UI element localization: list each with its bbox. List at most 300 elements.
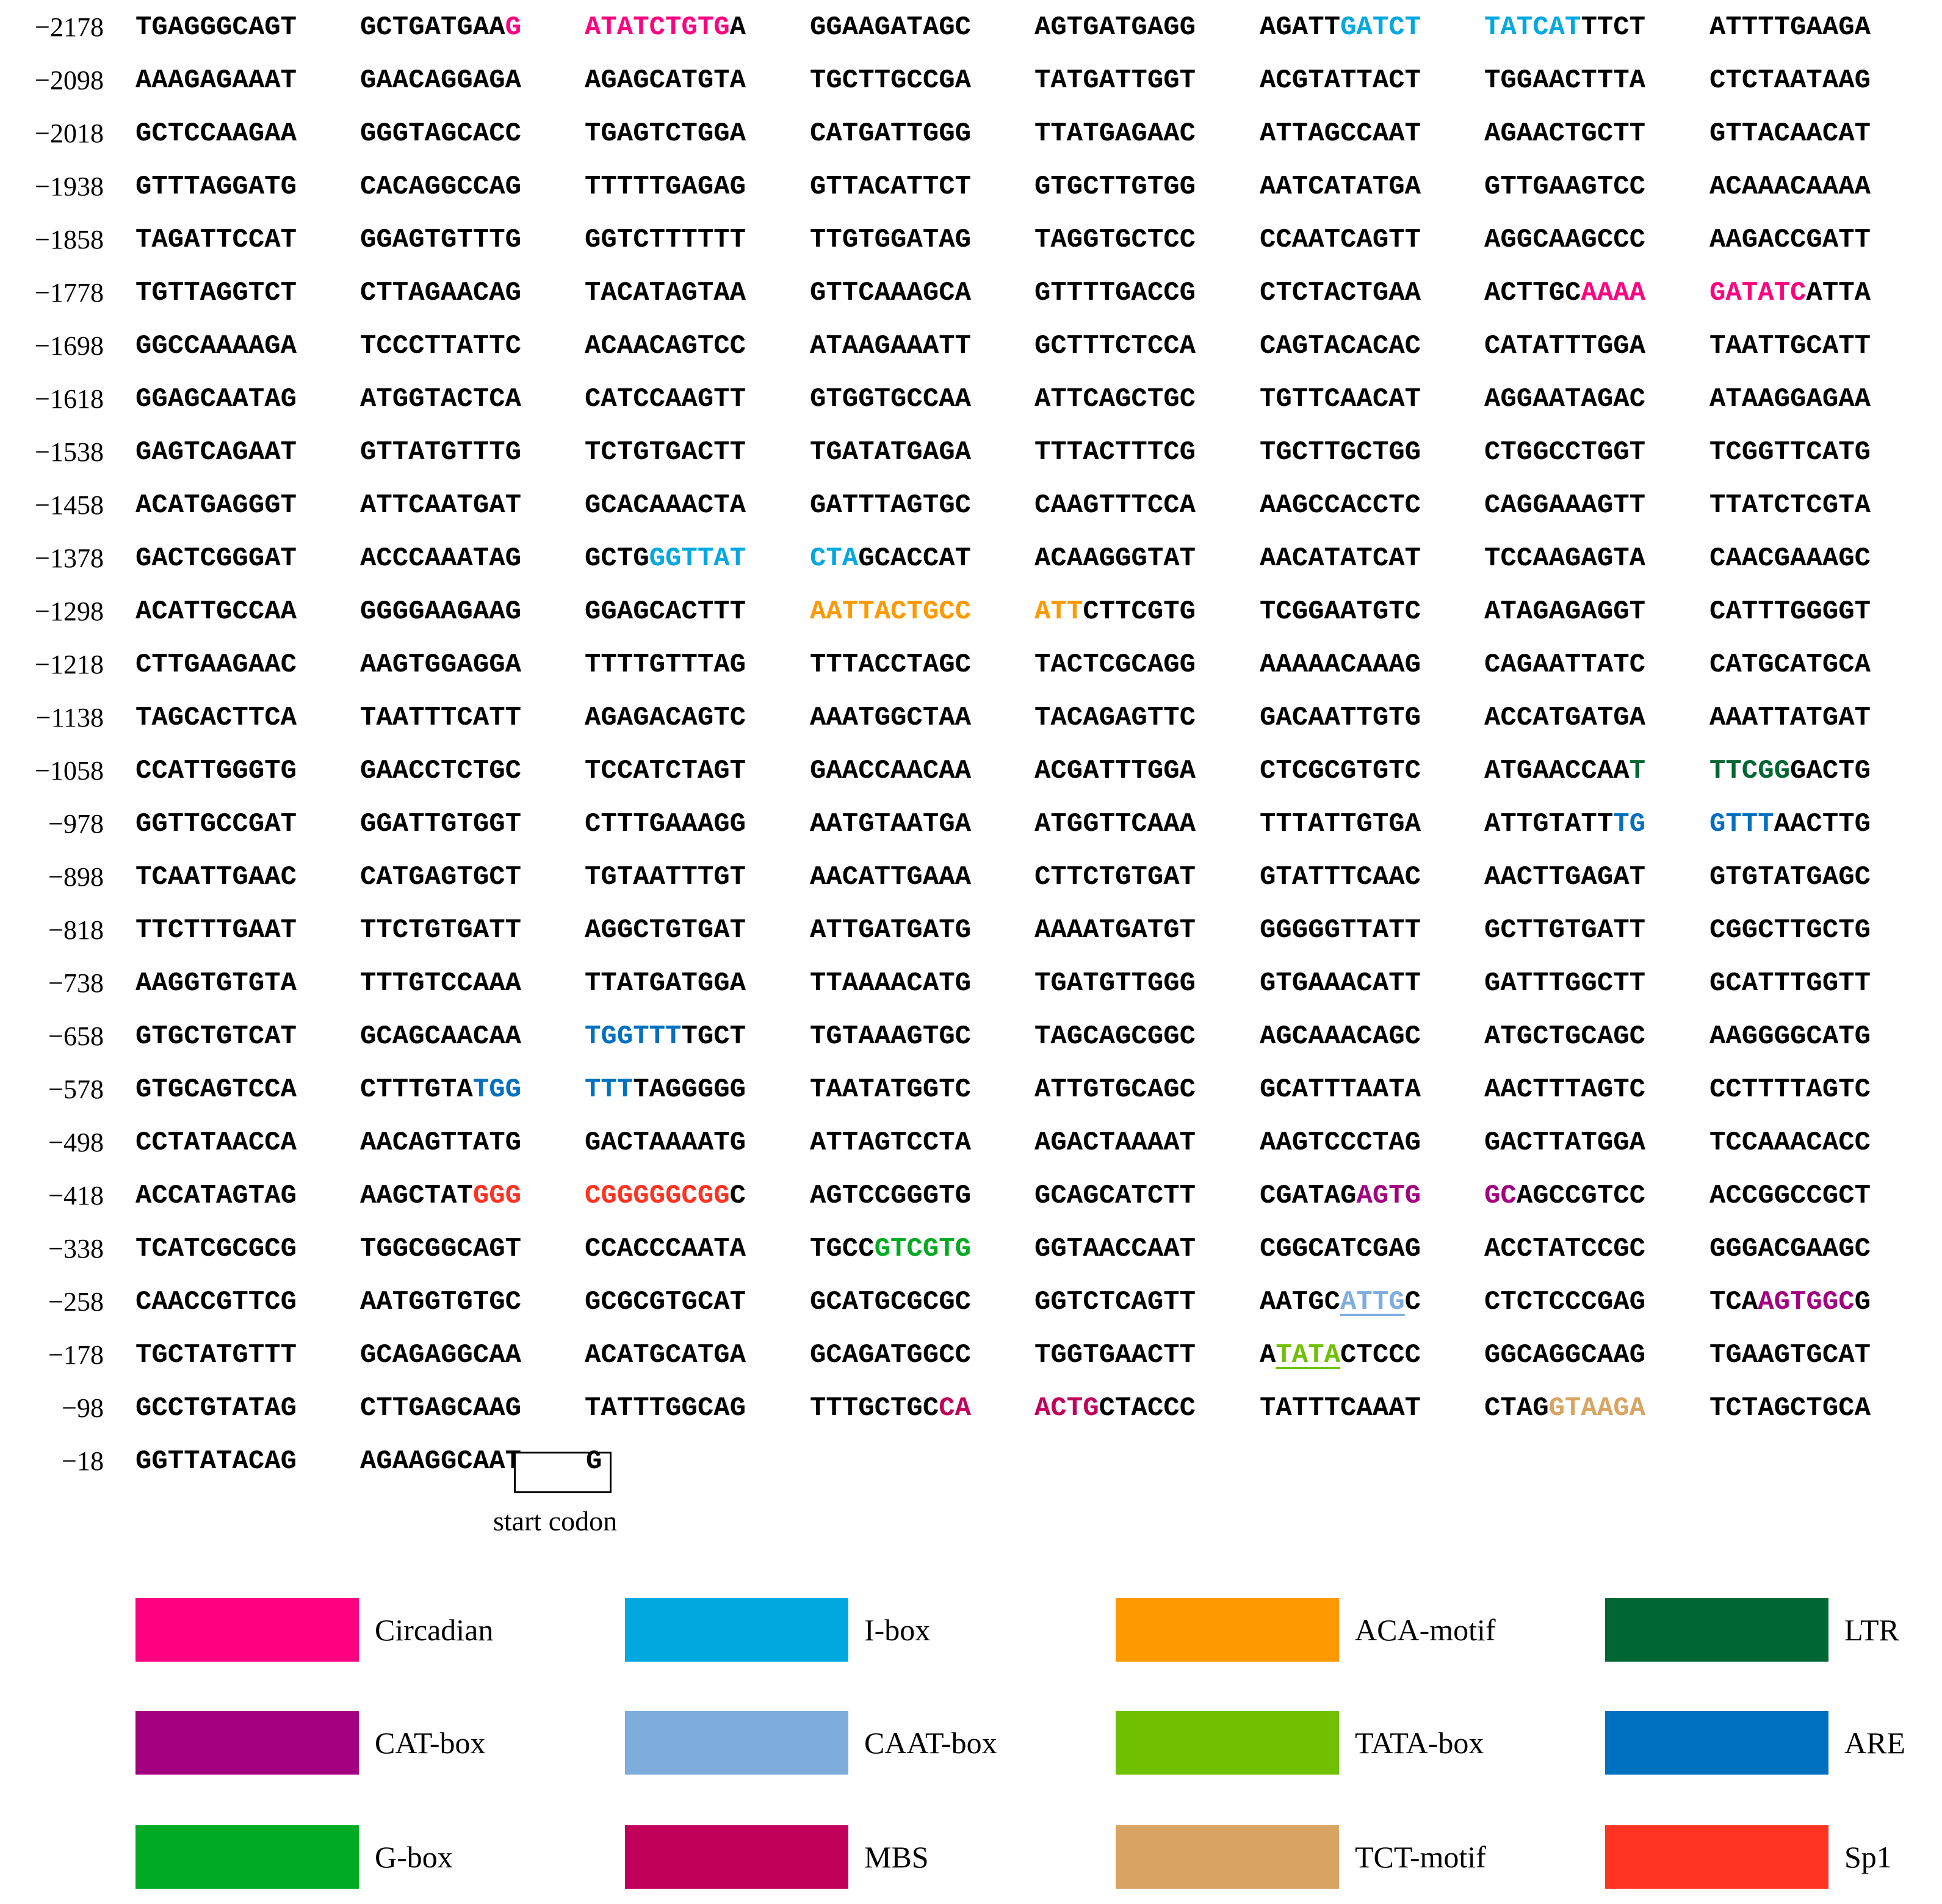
base-group: [1709, 1387, 1871, 1430]
bases: CAGAATTATC: [1484, 650, 1646, 680]
bases: GACTTATGGA: [1484, 1128, 1646, 1158]
bases: CATGCATGCA: [1709, 650, 1871, 680]
base-group: [585, 643, 746, 686]
legend-swatch: [1116, 1711, 1339, 1775]
base-group: [1034, 1334, 1196, 1377]
base-group: [360, 1228, 521, 1270]
bases: AAGGGGCATG: [1709, 1021, 1871, 1052]
legend-label: Circadian: [375, 1613, 494, 1647]
base-group: [1260, 378, 1421, 421]
bases: TACTCGCAGG: [1034, 650, 1196, 680]
base-group: [1484, 6, 1645, 49]
bases: GGGACGAAGC: [1709, 1234, 1871, 1264]
base-group: [1034, 1175, 1196, 1217]
base-group: [1709, 59, 1871, 102]
base-group: [810, 909, 971, 952]
bases: CATGATTGGG: [810, 118, 972, 149]
bases: GACAATTGTG: [1260, 703, 1421, 733]
base-group: [1034, 1228, 1196, 1270]
bases: GGGGGTTATT: [1260, 915, 1421, 946]
base-group: [1034, 750, 1196, 792]
bases: AAGTGGAGGA: [360, 650, 522, 680]
bases: C: [1404, 1287, 1421, 1317]
base-group: [1709, 431, 1871, 474]
base-group: [585, 1281, 746, 1323]
bases: AGGCAAGCCC: [1484, 225, 1646, 255]
bases: ATGGTACTCA: [360, 384, 522, 414]
motif-are: TGGTTT: [585, 1021, 682, 1052]
bases: TGCTATGTTT: [135, 1340, 297, 1370]
base-group: [1260, 750, 1421, 792]
base-group: [1034, 484, 1196, 527]
legend-swatch: [1116, 1825, 1339, 1889]
base-group: [360, 431, 521, 474]
sequence-row: [0, 1015, 1942, 1058]
base-group: [1484, 1121, 1645, 1164]
bases: AATGTAATGA: [810, 809, 972, 839]
motif-are: GTTT: [1709, 809, 1774, 839]
bases: TGGTGAACTT: [1034, 1340, 1196, 1370]
position-label: −2178: [35, 12, 104, 42]
bases: GATTTAGTGC: [810, 490, 972, 521]
bases: AACTTGAGAT: [1484, 862, 1646, 892]
bases: ACGTATTACT: [1260, 65, 1421, 96]
motif-mbs: CA: [939, 1393, 972, 1424]
base-group: [360, 272, 521, 314]
bases: GACTAAAATG: [585, 1128, 746, 1158]
bases: TTCTGTGATT: [360, 915, 522, 946]
bases: AAAATGATGT: [1034, 915, 1196, 946]
base-group: [1260, 1121, 1421, 1164]
base-group: [360, 59, 521, 102]
bases: TATGATTGGT: [1034, 65, 1196, 96]
bases: CAGTACACAC: [1260, 331, 1421, 361]
legend-item-ibox: [625, 1598, 955, 1665]
base-group: [810, 6, 971, 49]
base-group: [1484, 325, 1645, 367]
bases: GGAGTGTTTG: [360, 225, 522, 255]
base-group: [585, 272, 746, 314]
legend-item-cat: [135, 1711, 486, 1778]
sequence-row: [0, 1440, 1942, 1483]
bases: GTGCTGTCAT: [135, 1021, 297, 1052]
base-group: [360, 165, 521, 208]
bases: TCTAGCTGCA: [1709, 1393, 1871, 1424]
bases: ACAAACAAAA: [1709, 172, 1871, 202]
base-group: [360, 219, 521, 261]
bases: TCA: [1709, 1287, 1758, 1317]
base-group: [585, 856, 746, 899]
sequence-row: [0, 697, 1942, 739]
base-group: [810, 1334, 971, 1377]
motif-mbs: ACTG: [1034, 1393, 1099, 1424]
bases: GGTCTCAGTT: [1034, 1287, 1196, 1317]
base-group: [1484, 165, 1645, 208]
position-label: −1938: [35, 172, 104, 201]
base-group: [135, 378, 297, 421]
bases: AAGCCACCTC: [1260, 490, 1421, 521]
legend-item-caat: [625, 1711, 997, 1778]
position-label: −258: [48, 1287, 104, 1317]
legend-swatch: [135, 1598, 359, 1662]
base-group: [1484, 378, 1645, 421]
bases: TGGCGGCAGT: [360, 1234, 522, 1264]
base-group: [810, 378, 971, 421]
position-label: −338: [48, 1234, 104, 1264]
base-group: [1260, 1015, 1421, 1058]
base-group: [1034, 1387, 1196, 1430]
base-group: [1484, 856, 1645, 899]
legend-label: MBS: [864, 1840, 929, 1874]
legend-label: CAT-box: [375, 1726, 486, 1760]
bases: TCCATCTAGT: [585, 756, 746, 786]
bases: AACTTG: [1774, 809, 1871, 839]
position-label: −498: [48, 1128, 104, 1157]
base-group: [810, 1387, 971, 1430]
base-group: [810, 1121, 971, 1164]
bases: CTTGAGCAAG: [360, 1393, 522, 1424]
bases: CTGGCCTGGT: [1484, 437, 1646, 468]
position-label: −738: [48, 968, 104, 998]
bases: C: [729, 1181, 746, 1211]
bases: GGTTGCCGAT: [135, 809, 297, 839]
bases: CGGCTTGCTG: [1709, 915, 1871, 946]
bases: TGATATGAGA: [810, 437, 972, 468]
position-label: −658: [48, 1021, 104, 1051]
base-group: [1709, 484, 1871, 527]
bases: ATTCAGCTGC: [1034, 384, 1196, 414]
motif-aca: AATTACTGCC: [810, 596, 972, 627]
legend-item-gbox: [135, 1825, 465, 1892]
motif-circadian: ATATCTGTG: [585, 12, 730, 43]
bases: ATGAACCAA: [1484, 756, 1630, 786]
bases: GCTTTCTCCA: [1034, 331, 1196, 361]
bases: GCAGCATCTT: [1034, 1181, 1196, 1211]
base-group: [1484, 272, 1645, 314]
base-group: [1484, 1068, 1645, 1111]
base-group: [1484, 1334, 1645, 1377]
bases: AAATTATGAT: [1709, 703, 1871, 733]
bases: TAGGGGG: [633, 1074, 746, 1105]
bases: TTATCTCGTA: [1709, 490, 1871, 521]
base-group: [135, 1387, 297, 1430]
motif-ibox: TATCAT: [1484, 12, 1581, 43]
bases: ACGATTTGGA: [1034, 756, 1196, 786]
bases: TACAGAGTTC: [1034, 703, 1196, 733]
bases: GCATTTGGTT: [1709, 968, 1871, 999]
base-group: [585, 803, 746, 845]
base-group: [1034, 59, 1196, 102]
base-group: [810, 856, 971, 899]
motif-circadian: G: [505, 12, 522, 43]
bases: AGAAGGCAAT: [360, 1446, 522, 1477]
bases: GTTACATTCT: [810, 172, 972, 202]
bases: TCTGTGACTT: [585, 437, 746, 468]
legend-item-mbs: [625, 1825, 955, 1892]
base-group: [585, 112, 746, 155]
bases: TGATGTTGGG: [1034, 968, 1196, 999]
bases: CTCTACTGAA: [1260, 278, 1421, 308]
bases: GTTTTGACCG: [1034, 278, 1196, 308]
base-group: [1034, 1068, 1196, 1111]
base-group: [135, 431, 297, 474]
motif-gbox: GTCGTG: [874, 1234, 972, 1264]
bases: TTGTGGATAG: [810, 225, 972, 255]
bases: AAGCTAT: [360, 1181, 473, 1211]
bases: AGAGCATGTA: [585, 65, 746, 96]
legend-label: TATA-box: [1355, 1726, 1484, 1760]
bases: TTTTGTTTAG: [585, 650, 746, 680]
base-group: [585, 1228, 746, 1270]
base-group: [585, 325, 746, 367]
base-group: [1484, 484, 1645, 527]
bases: ACCTATCCGC: [1484, 1234, 1646, 1264]
base-group: [585, 1175, 746, 1217]
bases: GCATGCGCGC: [810, 1287, 972, 1317]
bases: ATAAGAAATT: [810, 331, 972, 361]
base-group: [585, 6, 746, 49]
base-group: [1709, 697, 1871, 739]
bases: ATTGTGCAGC: [1034, 1074, 1196, 1105]
base-group: [1709, 325, 1871, 367]
base-group: [810, 1228, 971, 1270]
base-group: [135, 750, 297, 792]
position-label: −818: [48, 915, 104, 945]
position-label: −178: [48, 1340, 104, 1370]
bases: CGGCATCGAG: [1260, 1234, 1421, 1264]
position-label: −1378: [35, 543, 104, 573]
legend-item-tct: [1116, 1825, 1486, 1892]
bases: TGTAATTTGT: [585, 862, 746, 892]
base-group: [360, 1068, 521, 1111]
base-group: [1260, 962, 1421, 1005]
base-group: [1484, 1228, 1645, 1270]
base-group: [810, 1068, 971, 1111]
base-group: [585, 59, 746, 102]
base-group: [135, 484, 297, 527]
bases: TGCTTGCCGA: [810, 65, 972, 96]
bases: CATATTTGGA: [1484, 331, 1646, 361]
sequence-row: [0, 856, 1942, 899]
bases: CCAATCAGTT: [1260, 225, 1421, 255]
position-label: −1458: [35, 490, 104, 520]
motif-caat: ATTG: [1340, 1287, 1405, 1317]
bases: CTTTGTA: [360, 1074, 473, 1105]
bases: GCGCGTGCAT: [585, 1287, 746, 1317]
bases: CTTCTGTGAT: [1034, 862, 1196, 892]
sequence-row: [0, 431, 1942, 474]
base-group: [360, 1440, 521, 1483]
bases: GCCTGTATAG: [135, 1393, 297, 1424]
base-group: [1260, 537, 1421, 580]
base-group: [1034, 1015, 1196, 1058]
base-group: [810, 1281, 971, 1323]
base-group: [1484, 750, 1645, 792]
bases: ATTA: [1806, 278, 1871, 308]
motif-tct: GTAAGA: [1548, 1393, 1646, 1424]
base-group: [135, 325, 297, 367]
bases: CATGAGTGCT: [360, 862, 522, 892]
base-group: [1709, 803, 1871, 845]
motif-cat: AGTG: [1356, 1181, 1421, 1211]
bases: GGAGCACTTT: [585, 596, 746, 627]
base-group: [1709, 750, 1871, 792]
bases: AATCATATGA: [1260, 172, 1421, 202]
sequence-row: [0, 112, 1942, 155]
sequence-row: [0, 1175, 1942, 1217]
base-group: [1034, 803, 1196, 845]
sequence-row: [0, 219, 1942, 261]
legend-item-are: [1605, 1711, 1935, 1778]
bases: CAACGAAAGC: [1709, 543, 1871, 574]
bases: GTTACAACAT: [1709, 118, 1871, 149]
bases: ATTAGTCCTA: [810, 1128, 972, 1158]
bases: TGCC: [810, 1234, 875, 1264]
legend-label: ACA-motif: [1355, 1613, 1496, 1647]
bases: GTTCAAAGCA: [810, 278, 972, 308]
base-group: [135, 1334, 297, 1377]
bases: CTTCGTG: [1083, 596, 1196, 627]
base-group: [810, 59, 971, 102]
bases: TTTACTTTCG: [1034, 437, 1196, 468]
position-label: −1298: [35, 596, 104, 626]
bases: GTTATGTTTG: [360, 437, 522, 468]
position-label: −98: [62, 1393, 104, 1423]
bases: GGTTATACAG: [135, 1446, 297, 1477]
base-group: [360, 6, 521, 49]
base-group: [1484, 1281, 1645, 1323]
base-group: [810, 750, 971, 792]
base-group: [1034, 962, 1196, 1005]
legend-swatch: [1605, 1598, 1828, 1662]
base-group: [1709, 909, 1871, 952]
base-group: [1484, 431, 1645, 474]
bases: A: [729, 12, 746, 43]
bases: CCTTTTAGTC: [1709, 1074, 1871, 1105]
base-group: [810, 165, 971, 208]
base-group: [135, 1440, 297, 1483]
base-group: [360, 112, 521, 155]
bases: GCAGAGGCAA: [360, 1340, 522, 1370]
base-group: [810, 1175, 971, 1217]
sequence-row: [0, 325, 1942, 367]
legend-swatch: [135, 1711, 359, 1775]
base-group: [1709, 378, 1871, 421]
base-group: [1034, 537, 1196, 580]
base-group: [810, 219, 971, 261]
bases: GGCCAAAAGA: [135, 331, 297, 361]
bases: GCAGCAACAA: [360, 1021, 522, 1052]
base-group: [1260, 6, 1421, 49]
bases: CGATAG: [1260, 1181, 1357, 1211]
base-group: [810, 112, 971, 155]
base-group: [1260, 59, 1421, 102]
bases: ATGCTGCAGC: [1484, 1021, 1646, 1052]
base-group: [585, 750, 746, 792]
bases: GCTG: [585, 543, 649, 574]
bases: GACTCGGGAT: [135, 543, 297, 574]
bases: TCATCGCGCG: [135, 1234, 297, 1264]
base-group: [1260, 1334, 1421, 1377]
base-group: [1709, 112, 1871, 155]
bases: TTTGTCCAAA: [360, 968, 522, 999]
bases: AAATGGCTAA: [810, 703, 972, 733]
base-group: [1709, 643, 1871, 686]
bases: ATGGTTCAAA: [1034, 809, 1196, 839]
base-group: [135, 590, 297, 633]
motif-are: TGG: [472, 1074, 522, 1105]
legend-label: TCT-motif: [1355, 1840, 1486, 1874]
legend-swatch: [625, 1711, 848, 1775]
base-group: [1260, 112, 1421, 155]
bases: TGAGTCTGGA: [585, 118, 746, 149]
bases: AACTTTAGTC: [1484, 1074, 1646, 1105]
base-group: [585, 1334, 746, 1377]
bases: TGCTTGCTGG: [1260, 437, 1421, 468]
base-group: [1260, 325, 1421, 367]
base-group: [1484, 537, 1645, 580]
sequence-row: [0, 1228, 1942, 1270]
motif-legend: [0, 1587, 1942, 1904]
bases: GTATTTCAAC: [1260, 862, 1421, 892]
base-group: [360, 1334, 521, 1377]
bases: CAGGAAAGTT: [1484, 490, 1646, 521]
bases: TTCTTTGAAT: [135, 915, 297, 946]
bases: GGCAGGCAAG: [1484, 1340, 1646, 1370]
bases: TAGCAGCGGC: [1034, 1021, 1196, 1052]
bases: ACCGGCCGCT: [1709, 1181, 1871, 1211]
bases: AAAAACAAAG: [1260, 650, 1421, 680]
base-group: [1709, 1068, 1871, 1111]
sequence-row: [0, 484, 1942, 527]
position-label: −978: [48, 809, 104, 839]
base-group: [1034, 909, 1196, 952]
base-group: [1484, 1015, 1645, 1058]
base-group: [1484, 1387, 1645, 1430]
base-group: [135, 272, 297, 314]
base-group: [1034, 1121, 1196, 1164]
bases: TCCAAGAGTA: [1484, 543, 1646, 574]
base-group: [810, 484, 971, 527]
base-group: [1034, 697, 1196, 739]
bases: GCACAAACTA: [585, 490, 746, 521]
bases: AGCAAACAGC: [1260, 1021, 1421, 1052]
base-group: [1260, 484, 1421, 527]
base-group: [1709, 1228, 1871, 1270]
bases: GTGAAACATT: [1260, 968, 1421, 999]
base-group: [1260, 697, 1421, 739]
bases: GTGCTTGTGG: [1034, 172, 1196, 202]
base-group: [1034, 6, 1196, 49]
base-group: [810, 697, 971, 739]
base-group: [1709, 1121, 1871, 1164]
base-group: [360, 484, 521, 527]
sequence-row: [0, 1121, 1942, 1164]
sequence-row: [0, 6, 1942, 49]
legend-item-aca: [1116, 1598, 1496, 1665]
bases: ATAGAGAGGT: [1484, 596, 1646, 627]
bases: ATTAGCCAAT: [1260, 118, 1421, 149]
bases: AGGCTGTGAT: [585, 915, 746, 946]
base-group: [1034, 378, 1196, 421]
bases: AAGGTGTGTA: [135, 968, 297, 999]
bases: TAGGTGCTCC: [1034, 225, 1196, 255]
base-group: [1034, 643, 1196, 686]
legend-label: ARE: [1844, 1726, 1905, 1760]
base-group: [585, 537, 746, 580]
base-group: [1260, 1228, 1421, 1270]
position-label: −18: [62, 1446, 104, 1476]
